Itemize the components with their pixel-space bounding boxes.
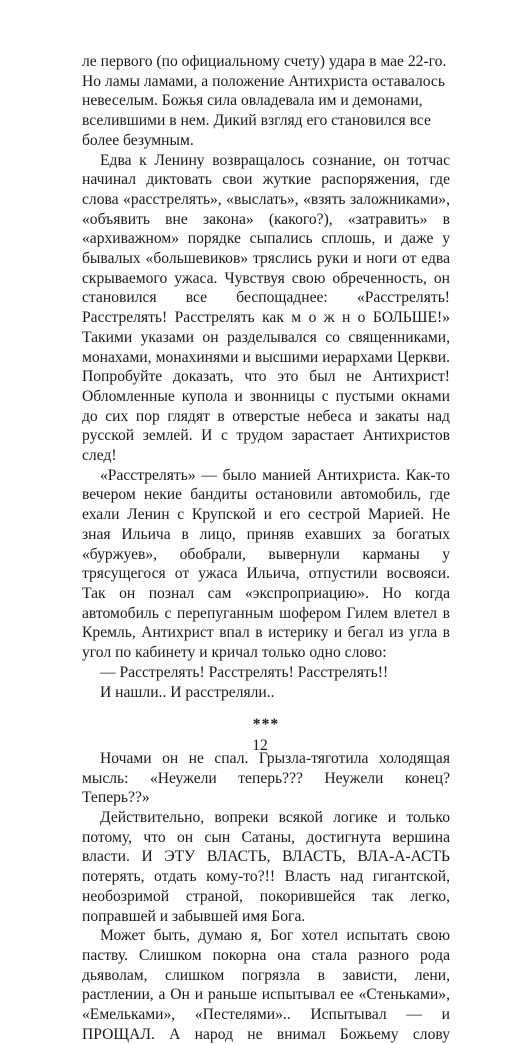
paragraph: И нашли.. И расстреляли..	[100, 683, 275, 701]
paragraph-continued: ле первого (по официальному счету) удара в мае 22-го. Но ламы ламами, а положение Антихриста оставалось невеселым. Божья сила овладевала им и демонами, вселившими в нем. Дикий взгляд его становился все более безумным.	[82, 53, 447, 149]
body-text	[82, 52, 450, 1044]
paragraph: Действительно, вопреки всякой логике и только потому, что он сын Сатаны, достигнута вершина власти. И ЭТУ ВЛАСТЬ, ВЛАСТЬ, ВЛА-А-АСТЬ потерять, отдать кому-то?!! Власть над гигантской, необозримой страной, покорившейся так легко, поправшей и забывшей имя Бога.	[82, 809, 450, 925]
paragraph-dialogue: — Расстрелять! Расстрелять! Расстрелять!!	[100, 663, 389, 681]
section-divider: ***	[252, 716, 280, 734]
page-number: 12	[252, 737, 268, 754]
paragraph: Едва к Ленину возвращалось сознание, он тотчас начинал диктовать свои жуткие распоряжения, где слова «расстрелять», «выслать», «взять заложниками», «объявить вне закона» (какого?), «затравить» в «архиважном» порядке сыпались сплошь, и даже у бывалых «большевиков» тряслись руки и ноги от едва скрываемого ужаса. Чувствуя свою обреченность, он становился все беспощаднее: «Расстрелять! Расстрелять! Расстрелять как м о ж н о БОЛЬШЕ!» Такими указами он разделывался со священниками, монахами, монахинями и высшими иерархами Церкви. Попробуйте доказать, что это был не Антихрист! Обломленные купола и звонницы с пустыми окнами до сих пор глядят в отверстые небеса и закаты над русской землей. И с трудом зарастает Антихристов след!	[82, 151, 450, 465]
paragraph-continues: Может быть, думаю я, Бог хотел испытать свою паству. Слишком покорна она стала разного рода дьяволам, слишком погрязла в зависти, лени, растлении, а Он и раньше испытывал ее «Стеньками», «Емельками», «Пестелями».. Испытывал — и ПРОЩАЛ. А народ не внимал Божьему слову	[82, 927, 450, 1043]
paragraph: Ночами он не спал. Грызла-тяготила холодящая мысль: «Неужели теперь??? Неужели конец? Теперь??»	[82, 749, 450, 807]
paragraph: «Расстрелять» — было манией Антихриста. Как-то вечером некие бандиты остановили автомобиль, где ехали Ленин с Крупской и его сестрой Марией. Не зная Ильича в лицо, приняв ехавших за богатых «буржуев», обобрали, вывернули карманы у трясущегося от ужаса Ильича, отпустили восвояси. Так он познал сам «экспроприацию». Но когда автомобиль с перепуганным шофером Гилем влетел в Кремль, Антихрист впал в истерику и бегал из угла в угол по кабинету и кричал только одно слово:	[82, 466, 450, 662]
